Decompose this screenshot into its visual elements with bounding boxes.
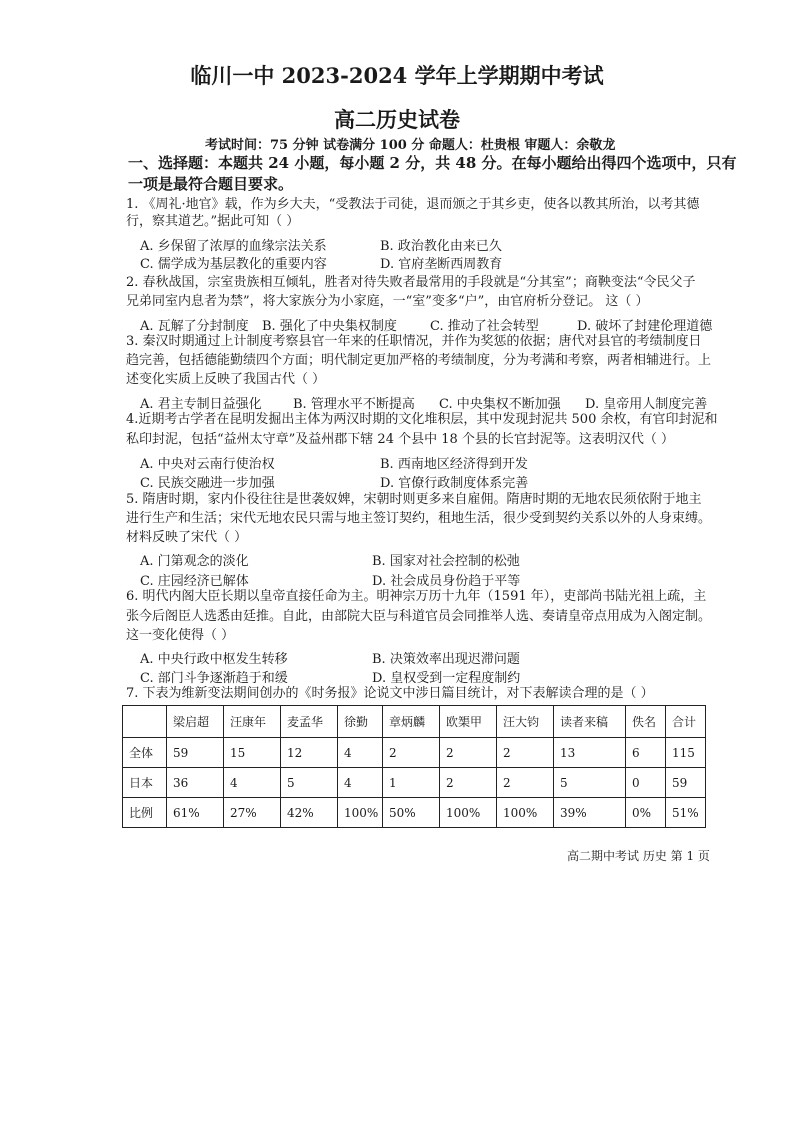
exam-subtitle: 高二历史试卷: [334, 107, 460, 132]
q4-stem-line-2: 私印封泥，包括“益州太守章”及益州郡下辖 24 个县中 18 个县的长官封泥等。这表明汉代（ ）: [126, 432, 675, 447]
table-cell: 59: [666, 768, 706, 798]
q4-option-a[interactable]: A. 中央对云南行使治权: [140, 457, 275, 472]
section-heading-line-2: 一项是最符合题目要求。: [128, 175, 294, 193]
table-header-cell: 读者来稿: [554, 706, 626, 738]
table-cell: 0%: [626, 798, 666, 828]
table-row: [123, 768, 706, 798]
q6-stem-line-1: 6. 明代内阁大臣长期以皇帝直接任命为主。明神宗万历十九年（1591 年），吏部尚书陆光祖上疏，主: [126, 589, 707, 604]
q3-stem-line-2: 趋完善，包括德能勤绩四个方面；明代制定更加严格的考绩制度，分为考满和考察，两者相辅进行。上: [126, 353, 712, 368]
q5-stem-line-2: 进行生产和生活；宋代无地农民只需与地主签订契约，租地生活，很少受到契约关系以外的人身束缚。: [126, 511, 712, 526]
table-header-cell: 合计: [666, 706, 706, 738]
table-cell: 全体: [123, 738, 167, 768]
q6-stem-line-3: 这一变化使得（ ）: [126, 628, 235, 643]
q2-option-a[interactable]: A. 瓦解了分封制度: [140, 319, 249, 334]
table-cell: 50%: [383, 798, 440, 828]
table-row: [123, 738, 706, 768]
table-cell: 4: [224, 768, 281, 798]
q2-option-d[interactable]: D. 破坏了封建伦理道德: [577, 319, 713, 334]
q5-stem-line-1: 5. 隋唐时期，家内仆役往往是世袭奴婢，宋朝时则更多来自雇佣。隋唐时期的无地农民须依附于地主: [126, 492, 702, 507]
table-cell: 6: [626, 738, 666, 768]
table-header-cell: 梁启超: [167, 706, 224, 738]
q1-option-a[interactable]: A. 乡保留了浓厚的血缘宗法关系: [140, 239, 327, 254]
table-cell: 36: [167, 768, 224, 798]
table-header-cell: 麦孟华: [281, 706, 338, 738]
q5-option-b[interactable]: B. 国家对社会控制的松弛: [372, 554, 520, 569]
q3-stem-line-1: 3. 秦汉时期通过上计制度考察县官一年来的任职情况，并作为奖惩的依据；唐代对县官的考绩制度日: [126, 334, 702, 349]
q1-option-b[interactable]: B. 政治教化由来已久: [380, 239, 502, 254]
q6-option-b[interactable]: B. 决策效率出现迟滞问题: [372, 652, 520, 667]
q5-option-a[interactable]: A. 门第观念的淡化: [140, 554, 249, 569]
table-header-cell: 欧榘甲: [440, 706, 497, 738]
table-cell: 115: [666, 738, 706, 768]
q3-option-a[interactable]: A. 君主专制日益强化: [140, 397, 262, 412]
q5-option-d[interactable]: D. 社会成员身份趋于平等: [372, 574, 521, 589]
table-cell: 61%: [167, 798, 224, 828]
q3-option-d[interactable]: D. 皇帝用人制度完善: [585, 397, 708, 412]
table-cell: 4: [338, 738, 383, 768]
q3-stem-line-3: 述变化实质上反映了我国古代（ ）: [126, 372, 326, 387]
q6-stem-line-2: 张今后阁臣人选悉由廷推。自此，由部院大臣与科道官员会同推举人选、奏请皇帝点用成为入阁定制。: [126, 609, 712, 624]
table-cell: 1: [383, 768, 440, 798]
table-header-cell: 徐勤: [338, 706, 383, 738]
table-cell: 59: [167, 738, 224, 768]
q5-stem-line-3: 材料反映了宋代（ ）: [126, 530, 248, 545]
q2-stem-line-1: 2. 春秋战国，宗室贵族相互倾轧，胜者对待失败者最常用的手段就是“分其室”；商鞅变法“令民父子: [126, 275, 696, 290]
table-cell: 100%: [440, 798, 497, 828]
q4-option-b[interactable]: B. 西南地区经济得到开发: [380, 457, 528, 472]
q6-option-d[interactable]: D. 皇权受到一定程度制约: [372, 671, 521, 686]
q1-stem-line-2: 行，察其道艺。”据此可知（ ）: [126, 214, 300, 229]
section-heading-line-1: 一、选择题：本题共 24 小题，每小题 2 分，共 48 分。在每小题给出得四个选项中，只有: [128, 154, 737, 172]
table-cell: 0: [626, 768, 666, 798]
article-statistics-table: [122, 705, 706, 828]
table-cell: 4: [338, 768, 383, 798]
q4-option-c[interactable]: C. 民族交融进一步加强: [140, 476, 275, 491]
table-cell: 5: [281, 768, 338, 798]
table-cell: 100%: [497, 798, 554, 828]
q7-stem: 7. 下表为维新变法期间创办的《时务报》论说文中涉日篇目统计，对下表解读合理的是（ ）: [126, 686, 654, 701]
q1-option-c[interactable]: C. 儒学成为基层教化的重要内容: [140, 257, 327, 272]
table-header-cell: [123, 706, 167, 738]
table-cell: 2: [497, 768, 554, 798]
table-cell: 2: [383, 738, 440, 768]
q2-option-c[interactable]: C. 推动了社会转型: [430, 319, 539, 334]
table-cell: 5: [554, 768, 626, 798]
table-header-row: [123, 706, 706, 738]
q6-option-a[interactable]: A. 中央行政中枢发生转移: [140, 652, 288, 667]
q5-option-c[interactable]: C. 庄园经济已解体: [140, 574, 249, 589]
q1-stem-line-1: 1. 《周礼·地官》载，作为乡大夫，“受教法于司徒，退而颁之于其乡吏，使各以教其所治，以考其德: [126, 197, 700, 212]
table-header-cell: 佚名: [626, 706, 666, 738]
table-header-cell: 章炳麟: [383, 706, 440, 738]
q4-stem-line-1: 4.近期考古学者在昆明发掘出主体为两汉时期的文化堆积层，其中发现封泥共 500 余枚，有官印封泥和: [126, 412, 718, 427]
table-cell: 15: [224, 738, 281, 768]
table-cell: 2: [440, 738, 497, 768]
table-cell: 13: [554, 738, 626, 768]
table-cell: 12: [281, 738, 338, 768]
table-cell: 27%: [224, 798, 281, 828]
q3-option-c[interactable]: C. 中央集权不断加强: [439, 397, 561, 412]
table-header-cell: 汪康年: [224, 706, 281, 738]
table-cell: 100%: [338, 798, 383, 828]
page-footer: 高二期中考试 历史 第 1 页: [567, 849, 710, 863]
q4-option-d[interactable]: D. 官僚行政制度体系完善: [380, 476, 529, 491]
table-cell: 42%: [281, 798, 338, 828]
q3-option-b[interactable]: B. 管理水平不断提高: [293, 397, 415, 412]
table-cell: 51%: [666, 798, 706, 828]
q1-option-d[interactable]: D. 官府垄断西周教育: [380, 257, 503, 272]
table-cell: 39%: [554, 798, 626, 828]
q2-stem-line-2: 兄弟同室内息者为禁”，将大家族分为小家庭，一“室”变多“户”，由官府析分登记。 这（ ）: [126, 294, 649, 309]
q2-option-b[interactable]: B. 强化了中央集权制度: [262, 319, 397, 334]
table-cell: 比例: [123, 798, 167, 828]
exam-title: 临川一中 2023-2024 学年上学期期中考试: [190, 63, 604, 88]
table-cell: 2: [440, 768, 497, 798]
table-row: [123, 798, 706, 828]
table-cell: 日本: [123, 768, 167, 798]
q6-option-c[interactable]: C. 部门斗争逐渐趋于和缓: [140, 671, 288, 686]
table-cell: 2: [497, 738, 554, 768]
exam-meta-info: 考试时间：75 分钟 试卷满分 100 分 命题人：杜贵根 审题人：余敬龙: [205, 138, 616, 153]
table-header-cell: 汪大钧: [497, 706, 554, 738]
